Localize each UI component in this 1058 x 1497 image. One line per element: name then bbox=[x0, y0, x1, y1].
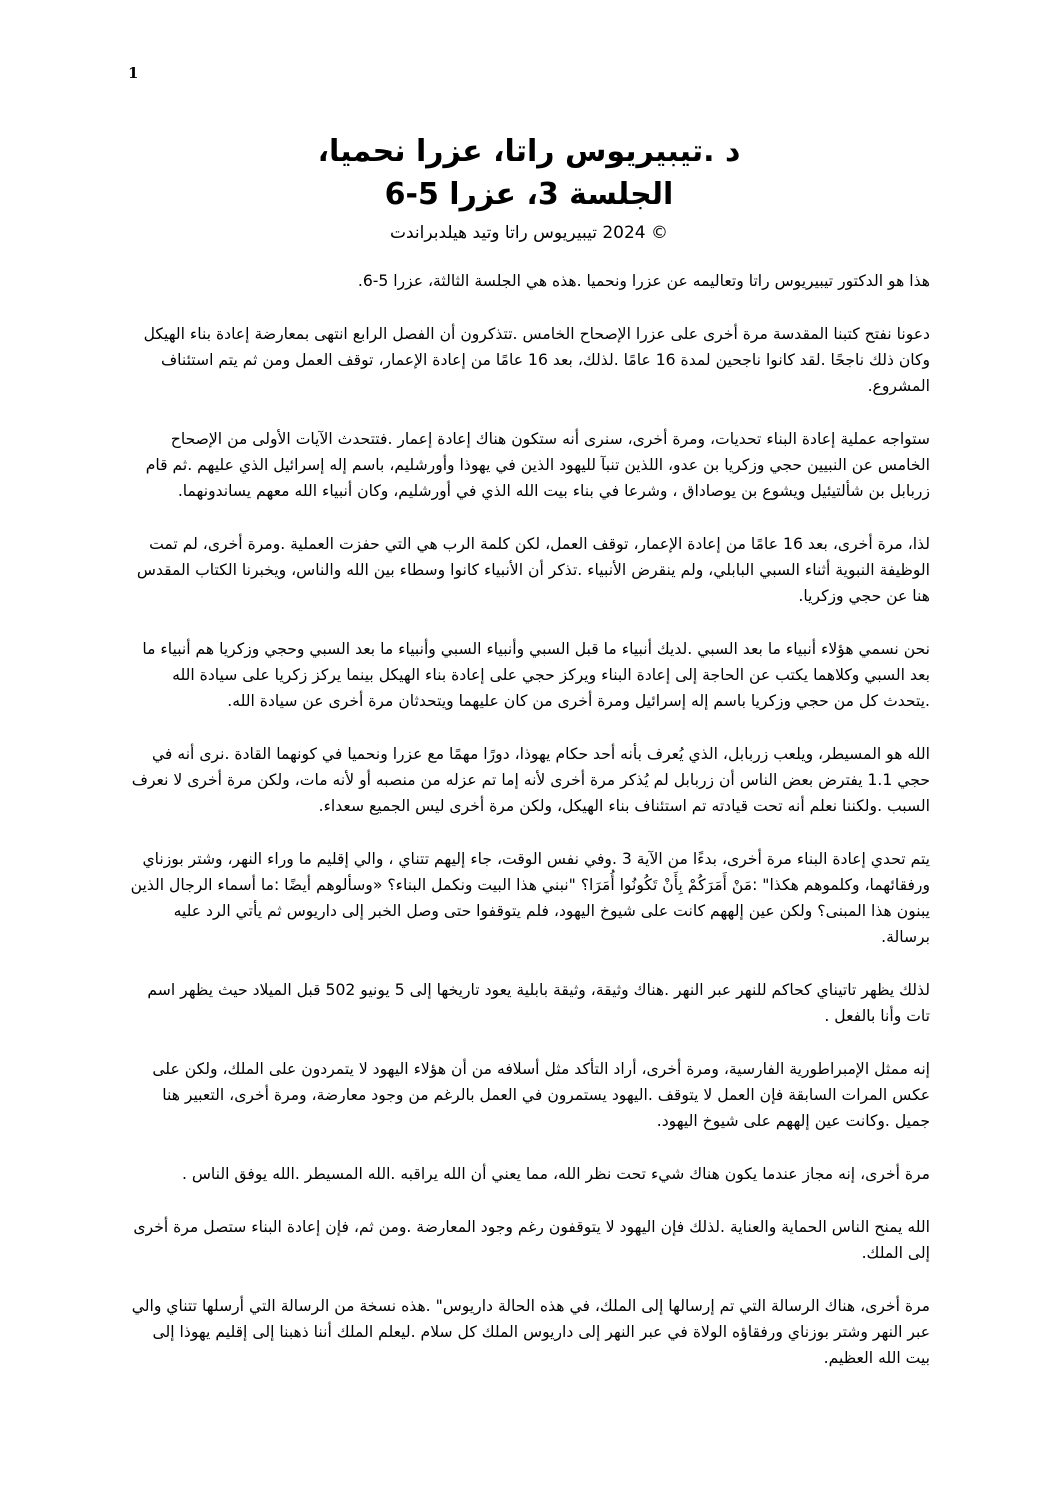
title-line-2: الجلسة 3، عزرا 5-6 bbox=[384, 177, 674, 212]
paragraph: إنه ممثل الإمبراطورية الفارسية، ومرة أخرى، أراد التأكد مثل أسلافه من أن هؤلاء اليهود لا يتمردون على الملك، ولكن على عكس المرات السابقة فإن العمل لا يتوقف .اليهود يستمرون في العمل بالرغم من وجود معارضة، ومرة أخرى، التعبير هنا جميل .وكانت عين إلههم على شيوخ اليهود. bbox=[152, 1060, 930, 1130]
document-body bbox=[128, 268, 930, 1398]
paragraph: هذا هو الدكتور تيبيريوس راتا وتعاليمه عن عزرا ونحميا .هذه هي الجلسة الثالثة، عزرا 5-6. bbox=[357, 272, 930, 290]
paragraph: الله يمنح الناس الحماية والعناية .لذلك فإن اليهود لا يتوقفون رغم وجود المعارضة .ومن ثم، فإن إعادة البناء ستصل مرة أخرى إلى الملك. bbox=[133, 1218, 930, 1262]
paragraph: يتم تحدي إعادة البناء مرة أخرى، بدءًا من الآية 3 .وفي نفس الوقت، جاء إليهم تتناي ، والي إقليم ما وراء النهر، وشتر بوزناي ورفقائهما، وكلموهم هكذا" :مَنْ أَمَرَكُمْ بِأَنْ تَكُونُوا أُمَرَا؟ "نبني هذا البيت ونكمل البناء؟ «وسألوهم أيضًا :ما أسماء الرجال الذين يبنون هذا المبنى؟ ولكن عين إلههم كانت على شيوخ اليهود، فلم يتوقفوا حتى وصل الخبر إلى داريوس ثم يأتي الرد عليه برسالة. bbox=[130, 850, 930, 946]
paragraph: دعونا نفتح كتبنا المقدسة مرة أخرى على عزرا الإصحاح الخامس .تتذكرون أن الفصل الرابع انتهى بمعارضة إعادة بناء الهيكل وكان ذلك ناجحًا .لقد كانوا ناجحين لمدة 16 عامًا .لذلك، بعد 16 عامًا من إعادة الإعمار، توقف العمل ومن ثم يتم استئناف المشروع. bbox=[143, 325, 930, 395]
paragraph: نحن نسمي هؤلاء أنبياء ما بعد السبي .لديك أنبياء ما قبل السبي وأنبياء السبي وأنبياء ما بعد السبي وحجي وزكريا هم أنبياء ما بعد السبي وكلاهما يكتب عن الحاجة إلى إعادة البناء ويركز حجي على إعادة بناء الهيكل بينما يركز زكريا على سيادة الله .يتحدث كل من حجي وزكريا باسم إله إسرائيل ومرة أخرى من كان عليهما ويتحدثان مرة أخرى عن سيادة الله. bbox=[142, 640, 930, 710]
paragraph: مرة أخرى، هناك الرسالة التي تم إرسالها إلى الملك، في هذه الحالة داريوس" .هذه نسخة من الرسالة التي أرسلها تتناي والي عبر النهر وشتر بوزناي ورفقاؤه الولاة في عبر النهر إلى داريوس الملك كل سلام .ليعلم الملك أننا ذهبنا إلى إقليم يهوذا إلى بيت الله العظيم. bbox=[131, 1297, 930, 1367]
paragraph: مرة أخرى، إنه مجاز عندما يكون هناك شيء تحت نظر الله، مما يعني أن الله يراقبه .الله المسيطر .الله يوفق الناس . bbox=[181, 1165, 930, 1183]
paragraph: لذا، مرة أخرى، بعد 16 عامًا من إعادة الإعمار، توقف العمل، لكن كلمة الرب هي التي حفزت العملية .ومرة أخرى، لم تمت الوظيفة النبوية أثناء السبي البابلي، ولم ينقرض الأنبياء .تذكر أن الأنبياء كانوا وسطاء بين الله والناس، ويخبرنا الكتاب المقدس هنا عن حجي وزكريا. bbox=[136, 535, 930, 605]
paragraph: لذلك يظهر تاتيناي كحاكم للنهر عبر النهر .هناك وثيقة، وثيقة بابلية يعود تاريخها إلى 5 يونيو 502 قبل الميلاد حيث يظهر اسم تات وأنا بالفعل . bbox=[147, 981, 930, 1025]
copyright-line: © 2024 تيبيريوس راتا وتيد هيلدبراندت bbox=[389, 223, 669, 243]
paragraph: ستواجه عملية إعادة البناء تحديات، ومرة أخرى، سنرى أنه ستكون هناك إعادة إعمار .فتتحدث الآيات الأولى من الإصحاح الخامس عن النبيين حجي وزكريا بن عدو، اللذين تنبآ لليهود الذين في يهوذا وأورشليم، باسم إله إسرائيل الذي عليهم .ثم قام زربابل بن شألتيئيل ويشوع بن يوصاداق ، وشرعا في بناء بيت الله الذي في أورشليم، وكان أنبياء الله معهم يساندونهما. bbox=[145, 430, 930, 500]
paragraph: الله هو المسيطر، ويلعب زربابل، الذي يُعرف بأنه أحد حكام يهوذا، دورًا مهمًا مع عزرا ونحميا في كونهما القادة .نرى أنه في حجي 1.1 يفترض بعض الناس أن زربابل لم يُذكر مرة أخرى لأنه إما تم عزله من منصبه أو لأنه مات، ولكن مرة أخرى لا نعرف السبب .ولكننا نعلم أنه تحت قيادته تم استئناف بناء الهيكل، ولكن مرة أخرى ليس الجميع سعداء. bbox=[131, 745, 930, 815]
page-number: 1 bbox=[128, 64, 139, 82]
title-line-1: د .تيبيريوس راتا، عزرا نحميا، bbox=[317, 134, 741, 169]
document-header bbox=[128, 130, 930, 246]
